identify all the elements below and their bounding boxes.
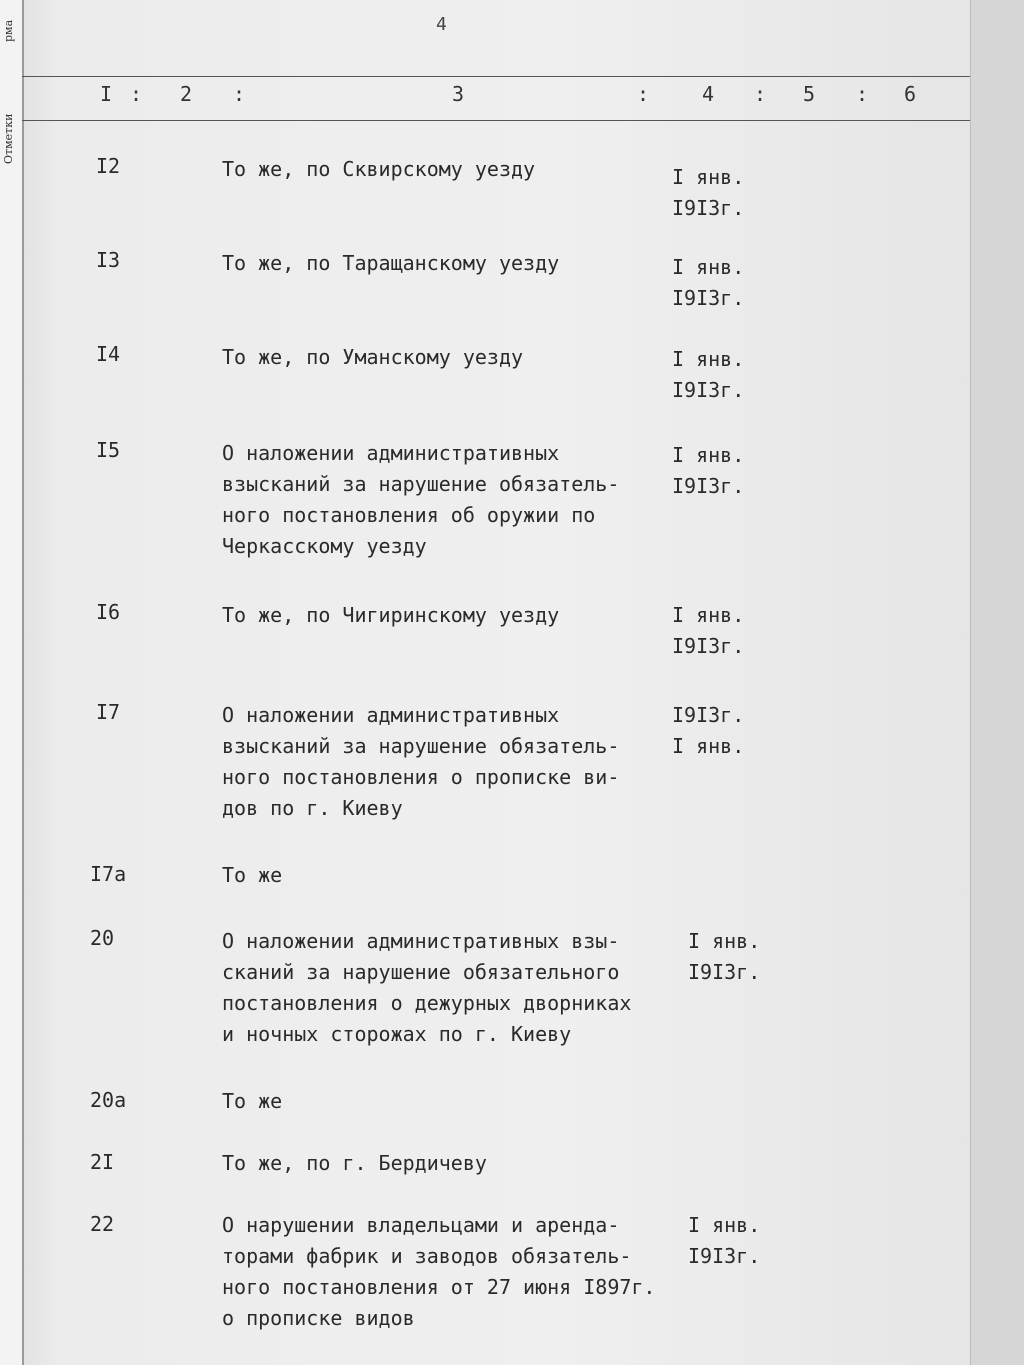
description-line: О нарушении владельцами и аренда- bbox=[222, 1213, 620, 1237]
row-number: I2 bbox=[96, 154, 121, 178]
description-line: постановления о дежурных дворниках bbox=[222, 991, 632, 1015]
row-description bbox=[222, 342, 682, 373]
row-number: I4 bbox=[96, 342, 121, 366]
col-header-5: 5 bbox=[803, 82, 816, 106]
row-date bbox=[688, 1210, 798, 1272]
row-description bbox=[222, 438, 682, 562]
date-line: I9I3г. bbox=[672, 378, 745, 402]
col-sep: : bbox=[130, 82, 143, 106]
date-line: I9I3г. bbox=[672, 634, 745, 658]
description-line: То же bbox=[222, 1089, 283, 1113]
row-number: 20 bbox=[90, 926, 115, 950]
row-description bbox=[222, 248, 682, 279]
row-date bbox=[672, 162, 782, 224]
col-sep: : bbox=[637, 82, 650, 106]
col-header-2: 2 bbox=[180, 82, 193, 106]
description-line: То же, по Сквирскому уезду bbox=[222, 157, 536, 181]
date-line: I9I3г. bbox=[672, 703, 745, 727]
description-line: То же, по Уманскому уезду bbox=[222, 345, 524, 369]
row-description bbox=[222, 1148, 682, 1179]
description-line: дов по г. Киеву bbox=[222, 796, 403, 820]
row-date bbox=[672, 252, 782, 314]
row-description bbox=[222, 1210, 682, 1334]
adjacent-page-edge bbox=[970, 0, 1024, 1365]
date-line: I9I3г. bbox=[672, 474, 745, 498]
margin-notes-label: Отметки bbox=[2, 113, 15, 164]
date-line: I9I3г. bbox=[672, 286, 745, 310]
row-description bbox=[222, 700, 682, 824]
col-header-1: I bbox=[100, 82, 113, 106]
description-line: Черкасскому уезду bbox=[222, 534, 427, 558]
date-line: I янв. bbox=[688, 1213, 761, 1237]
description-line: взысканий за нарушение обязатель- bbox=[222, 734, 620, 758]
description-line: взысканий за нарушение обязатель- bbox=[222, 472, 620, 496]
row-description bbox=[222, 860, 682, 891]
description-line: О наложении административных bbox=[222, 441, 560, 465]
description-line: О наложении административных взы- bbox=[222, 929, 620, 953]
date-line: I янв. bbox=[672, 255, 745, 279]
col-header-4: 4 bbox=[702, 82, 715, 106]
row-date bbox=[688, 926, 798, 988]
row-number: I6 bbox=[96, 600, 121, 624]
margin-strip bbox=[0, 0, 24, 1365]
row-number: 20а bbox=[90, 1088, 127, 1112]
date-line: I янв. bbox=[688, 929, 761, 953]
description-line: То же bbox=[222, 863, 283, 887]
row-description bbox=[222, 600, 682, 631]
date-line: I янв. bbox=[672, 734, 745, 758]
row-number: I7а bbox=[90, 862, 127, 886]
col-sep: : bbox=[233, 82, 246, 106]
row-date bbox=[672, 440, 782, 502]
header-top-rule bbox=[22, 76, 970, 77]
row-number: 22 bbox=[90, 1212, 115, 1236]
description-line: и ночных сторожах по г. Киеву bbox=[222, 1022, 572, 1046]
row-date bbox=[672, 700, 782, 762]
description-line: о прописке видов bbox=[222, 1306, 415, 1330]
row-number: I5 bbox=[96, 438, 121, 462]
date-line: I9I3г. bbox=[688, 960, 761, 984]
col-sep: : bbox=[856, 82, 869, 106]
page-number: 4 bbox=[436, 14, 447, 35]
date-line: I янв. bbox=[672, 347, 745, 371]
col-header-6: 6 bbox=[904, 82, 917, 106]
description-line: торами фабрик и заводов обязатель- bbox=[222, 1244, 632, 1268]
row-number: I7 bbox=[96, 700, 121, 724]
description-line: ного постановления о прописке ви- bbox=[222, 765, 620, 789]
date-line: I9I3г. bbox=[688, 1244, 761, 1268]
row-date bbox=[672, 600, 782, 662]
row-number: 2I bbox=[90, 1150, 115, 1174]
row-description bbox=[222, 926, 682, 1050]
description-line: О наложении административных bbox=[222, 703, 560, 727]
description-line: ного постановления от 27 июня I897г. bbox=[222, 1275, 656, 1299]
description-line: То же, по Чигиринскому уезду bbox=[222, 603, 560, 627]
row-date bbox=[672, 344, 782, 406]
margin-top-label: рма bbox=[2, 19, 15, 42]
date-line: I янв. bbox=[672, 165, 745, 189]
description-line: ного постановления об оружии по bbox=[222, 503, 596, 527]
col-sep: : bbox=[754, 82, 767, 106]
row-description bbox=[222, 154, 682, 185]
description-line: То же, по Таращанскому уезду bbox=[222, 251, 560, 275]
header-bottom-rule bbox=[22, 120, 970, 121]
date-line: I янв. bbox=[672, 603, 745, 627]
description-line: сканий за нарушение обязательного bbox=[222, 960, 620, 984]
date-line: I9I3г. bbox=[672, 196, 745, 220]
date-line: I янв. bbox=[672, 443, 745, 467]
col-header-3: 3 bbox=[452, 82, 465, 106]
row-number: I3 bbox=[96, 248, 121, 272]
description-line: То же, по г. Бердичеву bbox=[222, 1151, 487, 1175]
row-description bbox=[222, 1086, 682, 1117]
